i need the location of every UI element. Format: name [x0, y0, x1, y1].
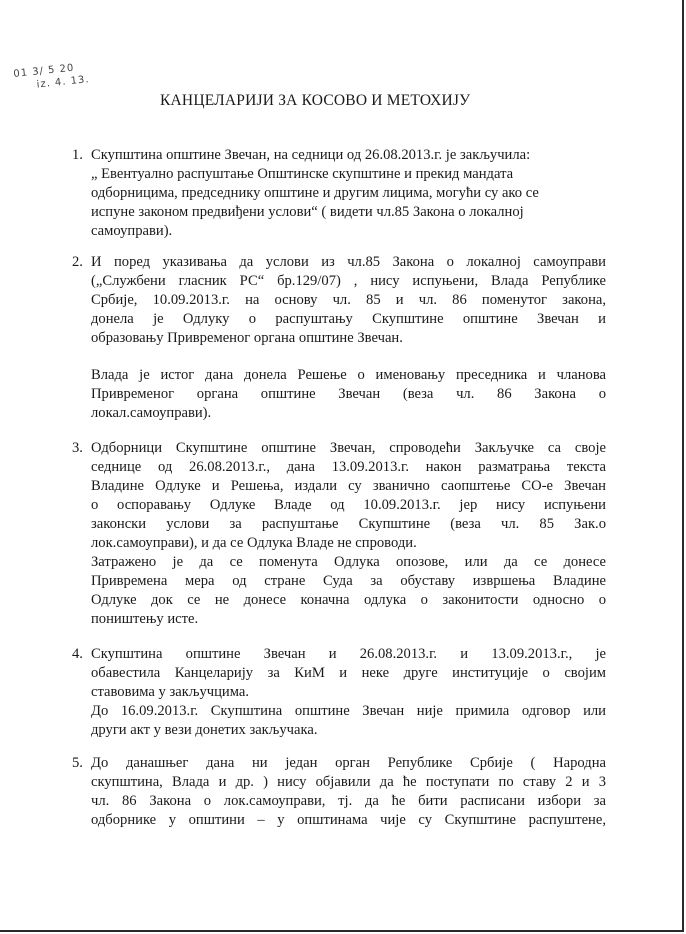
text-line: лок.самоуправи), и да се Одлука Владе не спроводи. — [91, 535, 417, 551]
text-line: донела је Одлуку о распуштању Скупштине општине Звечан и — [91, 311, 606, 327]
item-text — [91, 146, 606, 241]
text-line: До данашњег дана ни један орган Републике Србије ( Народна — [91, 755, 606, 771]
text-line: Одлуке док се не донесе коначна одлука о законитости односно о — [91, 592, 606, 608]
item-number: 5. — [72, 755, 83, 771]
text-line: До 16.09.2013.г. Скупштина општине Звечан није примила одговор или — [91, 703, 606, 719]
text-line: поништењу исте. — [91, 611, 199, 627]
text-line: Затражено је да се поменута Одлука опозове, или да се донесе — [91, 554, 606, 570]
text-line: о оспоравању Одлуке Владе од 10.09.2013.г. јер нису испуњени — [91, 497, 606, 513]
text-line: Владине Одлуке и Решења, издали су званично саопштење СО-е Звечан — [91, 478, 606, 494]
document-heading: КАНЦЕЛАРИЈИ ЗА КОСОВО И МЕТОХИЈУ — [160, 92, 471, 109]
text-line: Привремена мера од стране Суда за обуставу извршења Владине — [91, 573, 606, 589]
text-line: одборнике у општини – у општинама чије су Скупштине распуштене, — [91, 812, 606, 828]
text-line: самоуправи). — [91, 223, 173, 239]
list-item — [72, 146, 606, 241]
text-line: Србије, 10.09.2013.г. на основу чл. 85 и чл. 86 поменутог закона, — [91, 292, 606, 308]
text-line: ставовима у закључцима. — [91, 684, 249, 700]
item-text — [91, 439, 606, 629]
text-line: локал.самоуправи). — [91, 405, 212, 421]
item-number: 1. — [72, 147, 83, 163]
text-line: („Службени гласник РС“ бр.129/07) , нису испуњени, Влада Републике — [91, 273, 606, 289]
text-line: „ Евентуално распуштање Општинске скупштине и прекид мандата — [91, 166, 514, 182]
item-text — [91, 645, 606, 740]
text-line: обавестила Канцеларију за КиМ и неке друге институције о својим — [91, 665, 606, 681]
text-line: одборницима, председнику општине и другим лицима, могући су ако се — [91, 185, 539, 201]
text-line: Одборници Скупштине општине Звечан, спроводећи Закључке са своје — [91, 440, 606, 456]
handwritten-note-line: 01 3/ 5 20 — [12, 62, 75, 80]
text-line: чл. 86 Закона о лок.самоуправи, тј. да ће бити расписани избори за — [91, 793, 606, 809]
text-line: И поред указивања да услови из чл.85 Закона о локалној самоуправи — [91, 254, 606, 270]
text-line: образовању Привременог органа општине Звечан. — [91, 330, 403, 346]
text-line: други акт у вези донетих закључака. — [91, 722, 318, 738]
list-item — [72, 754, 606, 830]
text-line: Скупштина општине Звечан и 26.08.2013.г. и 13.09.2013.г., је — [91, 646, 606, 662]
text-line: Скупштина општине Звечан, на седници од 26.08.2013.г. је закључила: — [91, 147, 531, 163]
text-line: испуне законом предвиђени услови“ ( видети чл.85 Закона о локалној — [91, 204, 524, 220]
list-item — [72, 253, 606, 423]
text-line: Привременог органа општине Звечан (веза чл. 86 Закона о — [91, 386, 606, 402]
item-number: 3. — [72, 440, 83, 456]
text-line: Влада је истог дана донела Решење о именовању преседника и чланова — [91, 367, 606, 383]
item-text — [91, 754, 606, 830]
item-number: 4. — [72, 646, 83, 662]
handwritten-note-line: iz. 4. 13. — [36, 74, 91, 91]
text-line: законски услови за распуштање Скупштине (веза чл. 85 Зак.о — [91, 516, 606, 532]
item-text — [91, 253, 606, 423]
item-number: 2. — [72, 254, 83, 270]
text-line: скупштина, Влада и др. ) нису објавили да ће поступати по ставу 2 и 3 — [91, 774, 606, 790]
text-line: седнице од 26.08.2013.г., дана 13.09.2013.г. након разматрања текста — [91, 459, 606, 475]
list-item — [72, 645, 606, 740]
list-item — [72, 439, 606, 629]
